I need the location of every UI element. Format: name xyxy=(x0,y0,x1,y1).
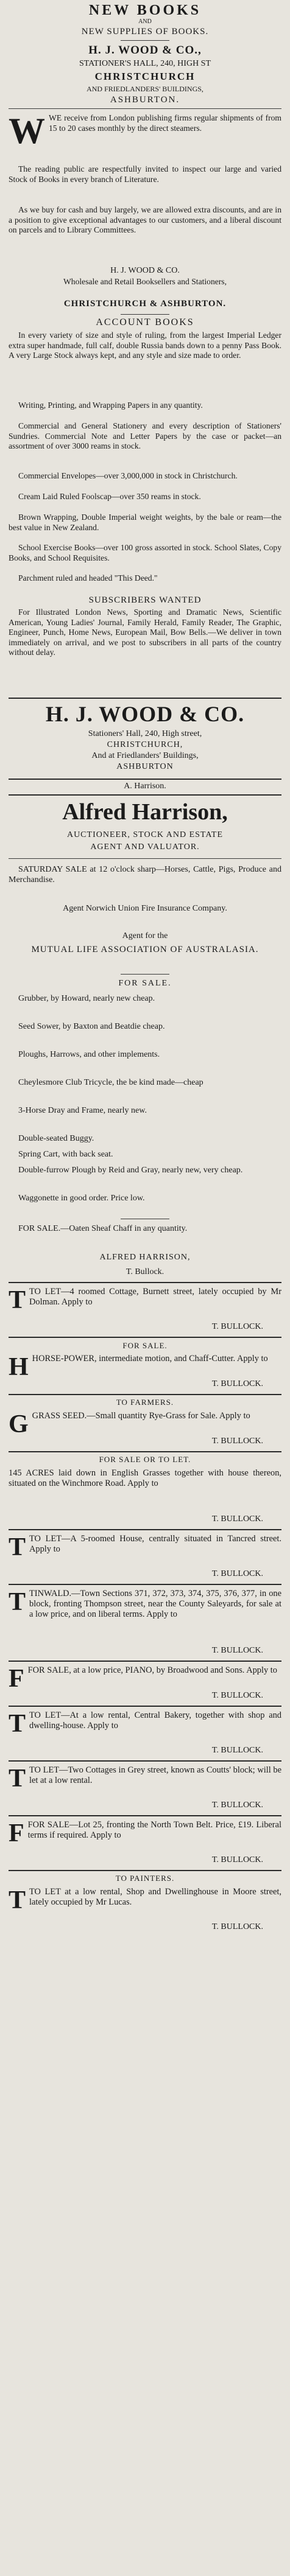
ad-text: TO LET—4 roomed Cottage, Burnett street, lately occupied by Mr Dolman. Apply to xyxy=(29,1287,281,1307)
section-heading: FOR SALE. xyxy=(118,979,172,988)
firm-name: H. J. WOOD & CO., xyxy=(88,44,202,57)
divider xyxy=(9,1706,281,1707)
sale-item: Waggonette in good order. Price low. xyxy=(18,1194,145,1203)
divider xyxy=(9,1661,281,1662)
divider xyxy=(9,858,281,859)
body-text: MUTUAL LIFE ASSOCIATION OF AUSTRALASIA. xyxy=(31,945,259,954)
section-heading: SUBSCRIBERS WANTED xyxy=(88,595,202,605)
ad-signature: T. BULLOCK. xyxy=(211,1691,263,1700)
ad-signature: T. BULLOCK. xyxy=(211,1801,263,1810)
ad-heading: FOR SALE. xyxy=(122,1341,168,1350)
newspaper-column xyxy=(9,0,281,2576)
ad-signature: T. BULLOCK. xyxy=(211,1569,263,1578)
divider xyxy=(9,1394,281,1395)
drop-cap: T xyxy=(9,1588,26,1616)
auctioneer-role: AGENT AND VALUATOR. xyxy=(90,842,200,852)
drop-cap: W xyxy=(9,111,45,151)
drop-cap: H xyxy=(9,1353,29,1381)
ad-text: FOR SALE, at a low price, PIANO, by Broadwood and Sons. Apply to xyxy=(27,1665,277,1675)
signature: T. Bullock. xyxy=(126,1267,164,1276)
classified-ad xyxy=(9,1765,281,1793)
signature-line: Wholesale and Retail Booksellers and Stationers, xyxy=(63,277,227,286)
divider xyxy=(9,1815,281,1816)
ad-text: TO LET at a low rental, Shop and Dwellinghouse in Moore street, lately occupied by Mr Lucas. xyxy=(29,1887,281,1907)
classified-ad: 145 ACRES laid down in English Grasses together with house thereon, situated on the Winchmore Road. Apply to xyxy=(9,1468,281,1488)
body-text: WE receive from London publishing firms regular shipments of from 15 to 20 cases monthly by the direct steamers. xyxy=(49,113,281,133)
body-text: The reading public are respectfully invited to inspect our large and varied Stock of Books in every branch of Literature. xyxy=(9,164,281,184)
firm-branch: AND FRIEDLANDERS' BUILDINGS, xyxy=(87,85,203,93)
body-text: For Illustrated London News, Sporting and Dramatic News, Scientific American, Young Ladies' Journal, Family Herald, Family Reader, The Graphic, Engineer, Punch, Home News, European Mail, Bow Bells.—We deliver in town immediately on arrival, and we post to subscribers in all parts of the country without delay. xyxy=(9,607,281,657)
body-text: As we buy for cash and buy largely, we are allowed extra discounts, and are in a position to give exceptional advantages to our customers, and a liberal discount on parcels and to Library Committees. xyxy=(9,205,281,234)
drop-cap: T xyxy=(9,1765,26,1793)
classified-ad xyxy=(9,1886,281,1914)
signature: H. J. WOOD & CO. xyxy=(110,266,180,275)
firm-city: CHRISTCHURCH xyxy=(94,71,196,82)
body-text: In every variety of size and style of ruling, from the largest Imperial Ledger extra super handmade, full calf, double Russia bands down to a penny Pass Book. A very Large Stock always kept, and any style and size made to order. xyxy=(9,331,281,360)
sale-item: Seed Sower, by Baxton and Beatdie cheap. xyxy=(18,1022,165,1031)
divider xyxy=(9,698,281,699)
classified-ad xyxy=(9,1410,281,1438)
classified-ad xyxy=(9,1353,281,1381)
firm-address: Stationers' Hall, 240, High street, xyxy=(88,729,202,738)
classified-ad xyxy=(9,1533,281,1561)
ad-signature: T. BULLOCK. xyxy=(211,1514,263,1524)
sale-item: Spring Cart, with back seat. xyxy=(18,1150,113,1159)
classified-ad xyxy=(9,1710,281,1738)
firm-branch-town: ASHBURTON. xyxy=(110,95,180,105)
firm-address: STATIONER'S HALL, 240, HIGH ST xyxy=(79,59,211,68)
ad-text: TO LET—Two Cottages in Grey street, known as Coutts' block; will be let at a low rental. xyxy=(29,1765,281,1785)
divider xyxy=(9,1282,281,1283)
ad-text: TO LET—At a low rental, Central Bakery, together with shop and dwelling-house. Apply to xyxy=(29,1710,281,1731)
ad-heading: TO FARMERS. xyxy=(116,1398,174,1407)
sale-item: Grubber, by Howard, nearly new cheap. xyxy=(18,994,155,1003)
ad-heading: TO PAINTERS. xyxy=(115,1874,175,1883)
signature-city: CHRISTCHURCH & ASHBURTON. xyxy=(63,299,227,309)
body-text: Agent for the xyxy=(122,931,168,940)
sale-item: Double-furrow Plough by Reid and Gray, nearly new, very cheap. xyxy=(18,1166,243,1175)
ad-signature: T. BULLOCK. xyxy=(211,1379,263,1388)
drop-cap: T xyxy=(9,1710,26,1738)
divider xyxy=(9,1584,281,1585)
body-text: Parchment ruled and headed "This Deed." xyxy=(18,573,158,583)
divider xyxy=(9,1760,281,1762)
drop-cap: T xyxy=(9,1533,26,1561)
ad-signature: T. BULLOCK. xyxy=(211,1855,263,1864)
ad-text: TO LET—A 5-roomed House, centrally situated in Tancred street. Apply to xyxy=(29,1534,281,1554)
ad-signature: T. BULLOCK. xyxy=(211,1922,263,1931)
divider xyxy=(9,1529,281,1530)
divider xyxy=(121,974,169,975)
ad-text: HORSE-POWER, intermediate motion, and Chaff-Cutter. Apply to xyxy=(32,1354,268,1363)
ad-signature: T. BULLOCK. xyxy=(211,1746,263,1755)
body-text: SATURDAY SALE at 12 o'clock sharp—Horses, Cattle, Pigs, Produce and Merchandise. xyxy=(9,865,281,884)
auctioneer-role: AUCTIONEER, STOCK AND ESTATE xyxy=(66,830,224,839)
drop-cap: F xyxy=(9,1665,24,1693)
divider xyxy=(9,108,281,109)
auctioneer-name: Alfred Harrison, xyxy=(62,799,228,825)
firm-branch: And at Friedlanders' Buildings, xyxy=(91,751,199,760)
divider xyxy=(121,314,169,315)
body-text: School Exercise Books—over 100 gross assorted in stock. School Slates, Copy Books, and School Requisites. xyxy=(9,543,281,562)
classified-ad xyxy=(9,1819,281,1847)
divider xyxy=(9,1870,281,1871)
signature: ALFRED HARRISON, xyxy=(99,1253,191,1262)
firm-name-large: H. J. WOOD & CO. xyxy=(45,702,245,726)
sale-item: Double-seated Buggy. xyxy=(18,1134,94,1143)
drop-cap: G xyxy=(9,1410,29,1438)
ad-text: GRASS SEED.—Small quantity Rye-Grass for Sale. Apply to xyxy=(32,1411,250,1421)
divider xyxy=(9,779,281,780)
classified-ad xyxy=(9,1665,281,1693)
body-text: Cream Laid Ruled Foolscap—over 350 reams in stock. xyxy=(18,492,201,501)
ad-signature: T. BULLOCK. xyxy=(211,1646,263,1655)
classified-ad xyxy=(9,1286,281,1314)
drop-cap: T xyxy=(9,1886,26,1914)
firm-branch-town: ASHBURTON xyxy=(116,762,174,771)
sale-item: Ploughs, Harrows, and other implements. xyxy=(18,1050,160,1059)
ad-title-new-books: NEW BOOKS xyxy=(88,2,202,18)
classified-ad xyxy=(9,1589,281,1620)
publishers-paragraph xyxy=(9,111,281,151)
ad-signature: T. BULLOCK. xyxy=(211,1322,263,1331)
body-text: Brown Wrapping, Double Imperial weight weights, by the bale or ream—the best value in New Zealand. xyxy=(9,513,281,532)
ad-signature: T. BULLOCK. xyxy=(211,1437,263,1446)
body-text: Agent Norwich Union Fire Insurance Company. xyxy=(63,904,227,913)
firm-city: CHRISTCHURCH, xyxy=(107,740,183,749)
sale-item: 3-Horse Dray and Frame, nearly new. xyxy=(18,1106,147,1115)
body-text: Commercial and General Stationery and every description of Stationers' Sundries. Commercial Note and Letter Papers by the case or packet—an assortment of over 3000 reams in stock. xyxy=(9,421,281,450)
sale-item: FOR SALE.—Oaten Sheaf Chaff in any quantity. xyxy=(18,1224,188,1233)
ad-text: FOR SALE—Lot 25, fronting the North Town Belt. Price, £19. Liberal terms if required. Apply to xyxy=(27,1820,281,1840)
body-text: Commercial Envelopes—over 3,000,000 in stock in Christchurch. xyxy=(18,471,238,480)
divider xyxy=(9,1451,281,1452)
divider xyxy=(9,1337,281,1338)
ad-subtitle: NEW SUPPLIES OF BOOKS. xyxy=(81,27,209,37)
drop-cap: F xyxy=(9,1819,24,1847)
divider xyxy=(121,40,169,41)
body-text: Writing, Printing, and Wrapping Papers in any quantity. xyxy=(18,401,203,410)
section-label: A. Harrison. xyxy=(124,782,166,791)
ad-heading: FOR SALE OR TO LET. xyxy=(99,1455,191,1464)
section-heading: ACCOUNT BOOKS xyxy=(96,317,194,327)
divider xyxy=(9,794,281,796)
drop-cap: T xyxy=(9,1286,26,1314)
sale-item: Cheylesmore Club Tricycle, the be kind made—cheap xyxy=(18,1078,203,1087)
ad-text: TINWALD.—Town Sections 371, 372, 373, 374, 375, 376, 377, in one block, fronting Thompson street, near the County Saleyards, for sale at a low price, and on liberal terms. Apply to xyxy=(29,1589,281,1619)
and-label: AND xyxy=(138,18,152,25)
